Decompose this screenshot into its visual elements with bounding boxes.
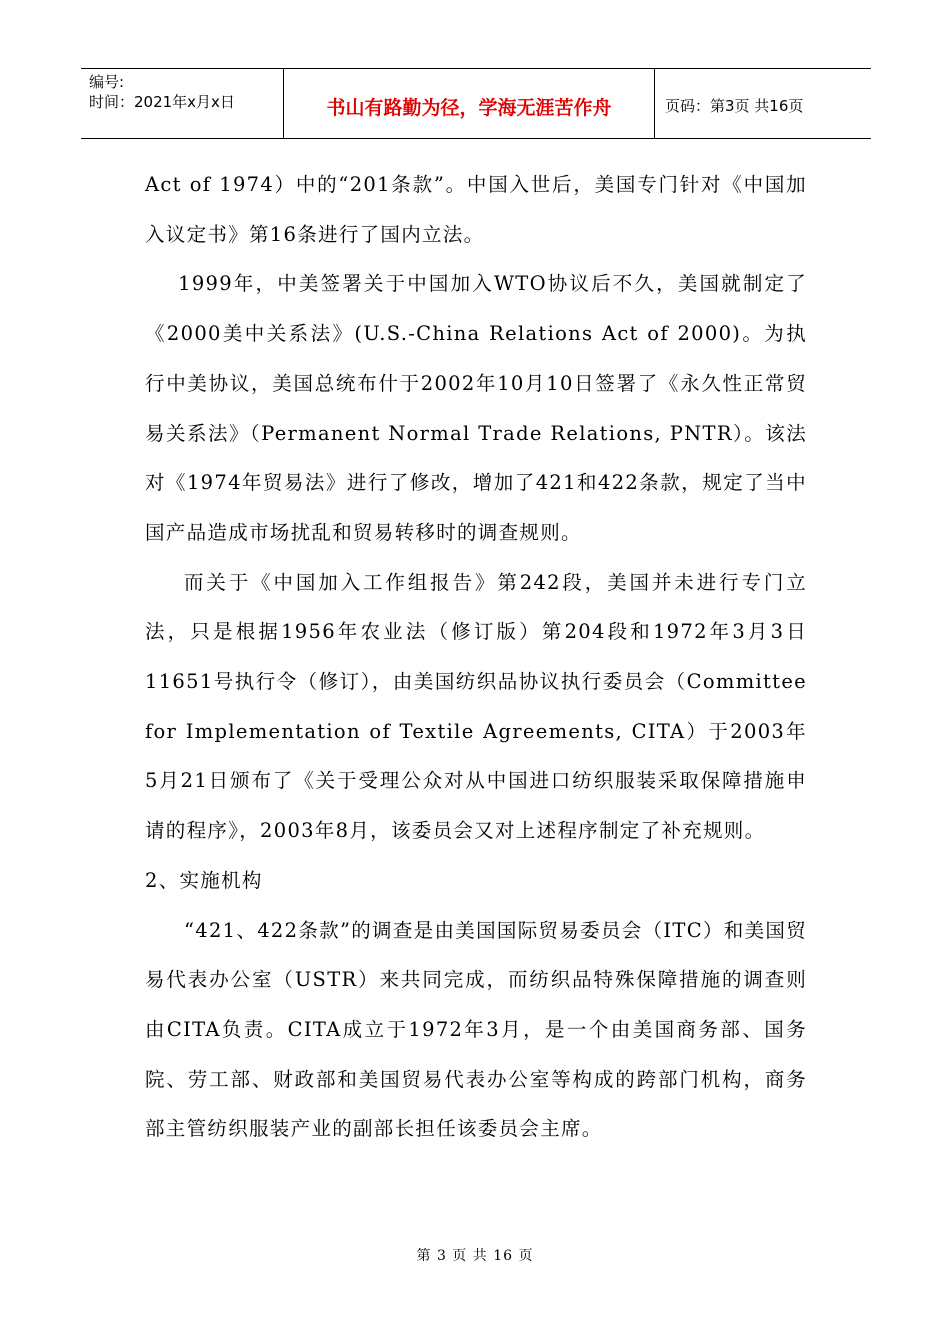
section-heading-implementing-agency: 2、实施机构 bbox=[145, 868, 263, 892]
document-body bbox=[145, 160, 807, 1154]
header-page-cell bbox=[655, 69, 871, 138]
paragraph-cita-procedure: 而关于《中国加入工作组报告》第242段，美国并未进行专门立法，只是根据1956年农业法（修订版）第204段和1972年3月3日11651号执行令（修订），由美国纺织品协议执行委员会（Committee for Implementation of Textile Agreements, CITA）于2003年5月21日颁布了《关于受理公众对从中国进口纺织服装采取保障措施申请的程序》，2003年8月，该委员会又对上述程序制定了补充规则。 bbox=[145, 570, 807, 843]
page-header bbox=[81, 68, 871, 139]
document-number-label: 编号: bbox=[89, 73, 125, 91]
footer-page-number: 第 3 页 共 16 页 bbox=[416, 1248, 534, 1264]
paragraph-continuation: Act of 1974）中的“201条款”。中国入世后，美国专门针对《中国加入议定书》第16条进行了国内立法。 bbox=[145, 173, 807, 246]
header-motto-cell bbox=[283, 69, 655, 138]
page-footer bbox=[0, 1245, 950, 1265]
paragraph-pntr: 1999年，中美签署关于中国加入WTO协议后不久，美国就制定了《2000美中关系法》(U.S.-China Relations Act of 2000)。为执行中美协议，美国总统布什于2002年10月10日签署了《永久性正常贸易关系法》（Permanent Normal Trade Relations, PNTR）。该法对《1974年贸易法》进行了修改，增加了421和422条款，规定了当中国产品造成市场扰乱和贸易转移时的调查规则。 bbox=[145, 272, 807, 544]
header-page-info: 页码：第3页 共16页 bbox=[665, 97, 804, 115]
paragraph-agencies: “421、422条款”的调查是由美国国际贸易委员会（ITC）和美国贸易代表办公室（USTR）来共同完成，而纺织品特殊保障措施的调查则由CITA负责。CITA成立于1972年3月，是一个由美国商务部、国务院、劳工部、财政部和美国贸易代表办公室等构成的跨部门机构，商务部主管纺织服装产业的副部长担任该委员会主席。 bbox=[145, 918, 807, 1141]
header-meta bbox=[81, 69, 283, 138]
document-time-label: 时间：2021年x月x日 bbox=[89, 93, 235, 111]
header-motto: 书山有路勤为径，学海无涯苦作舟 bbox=[326, 97, 612, 119]
